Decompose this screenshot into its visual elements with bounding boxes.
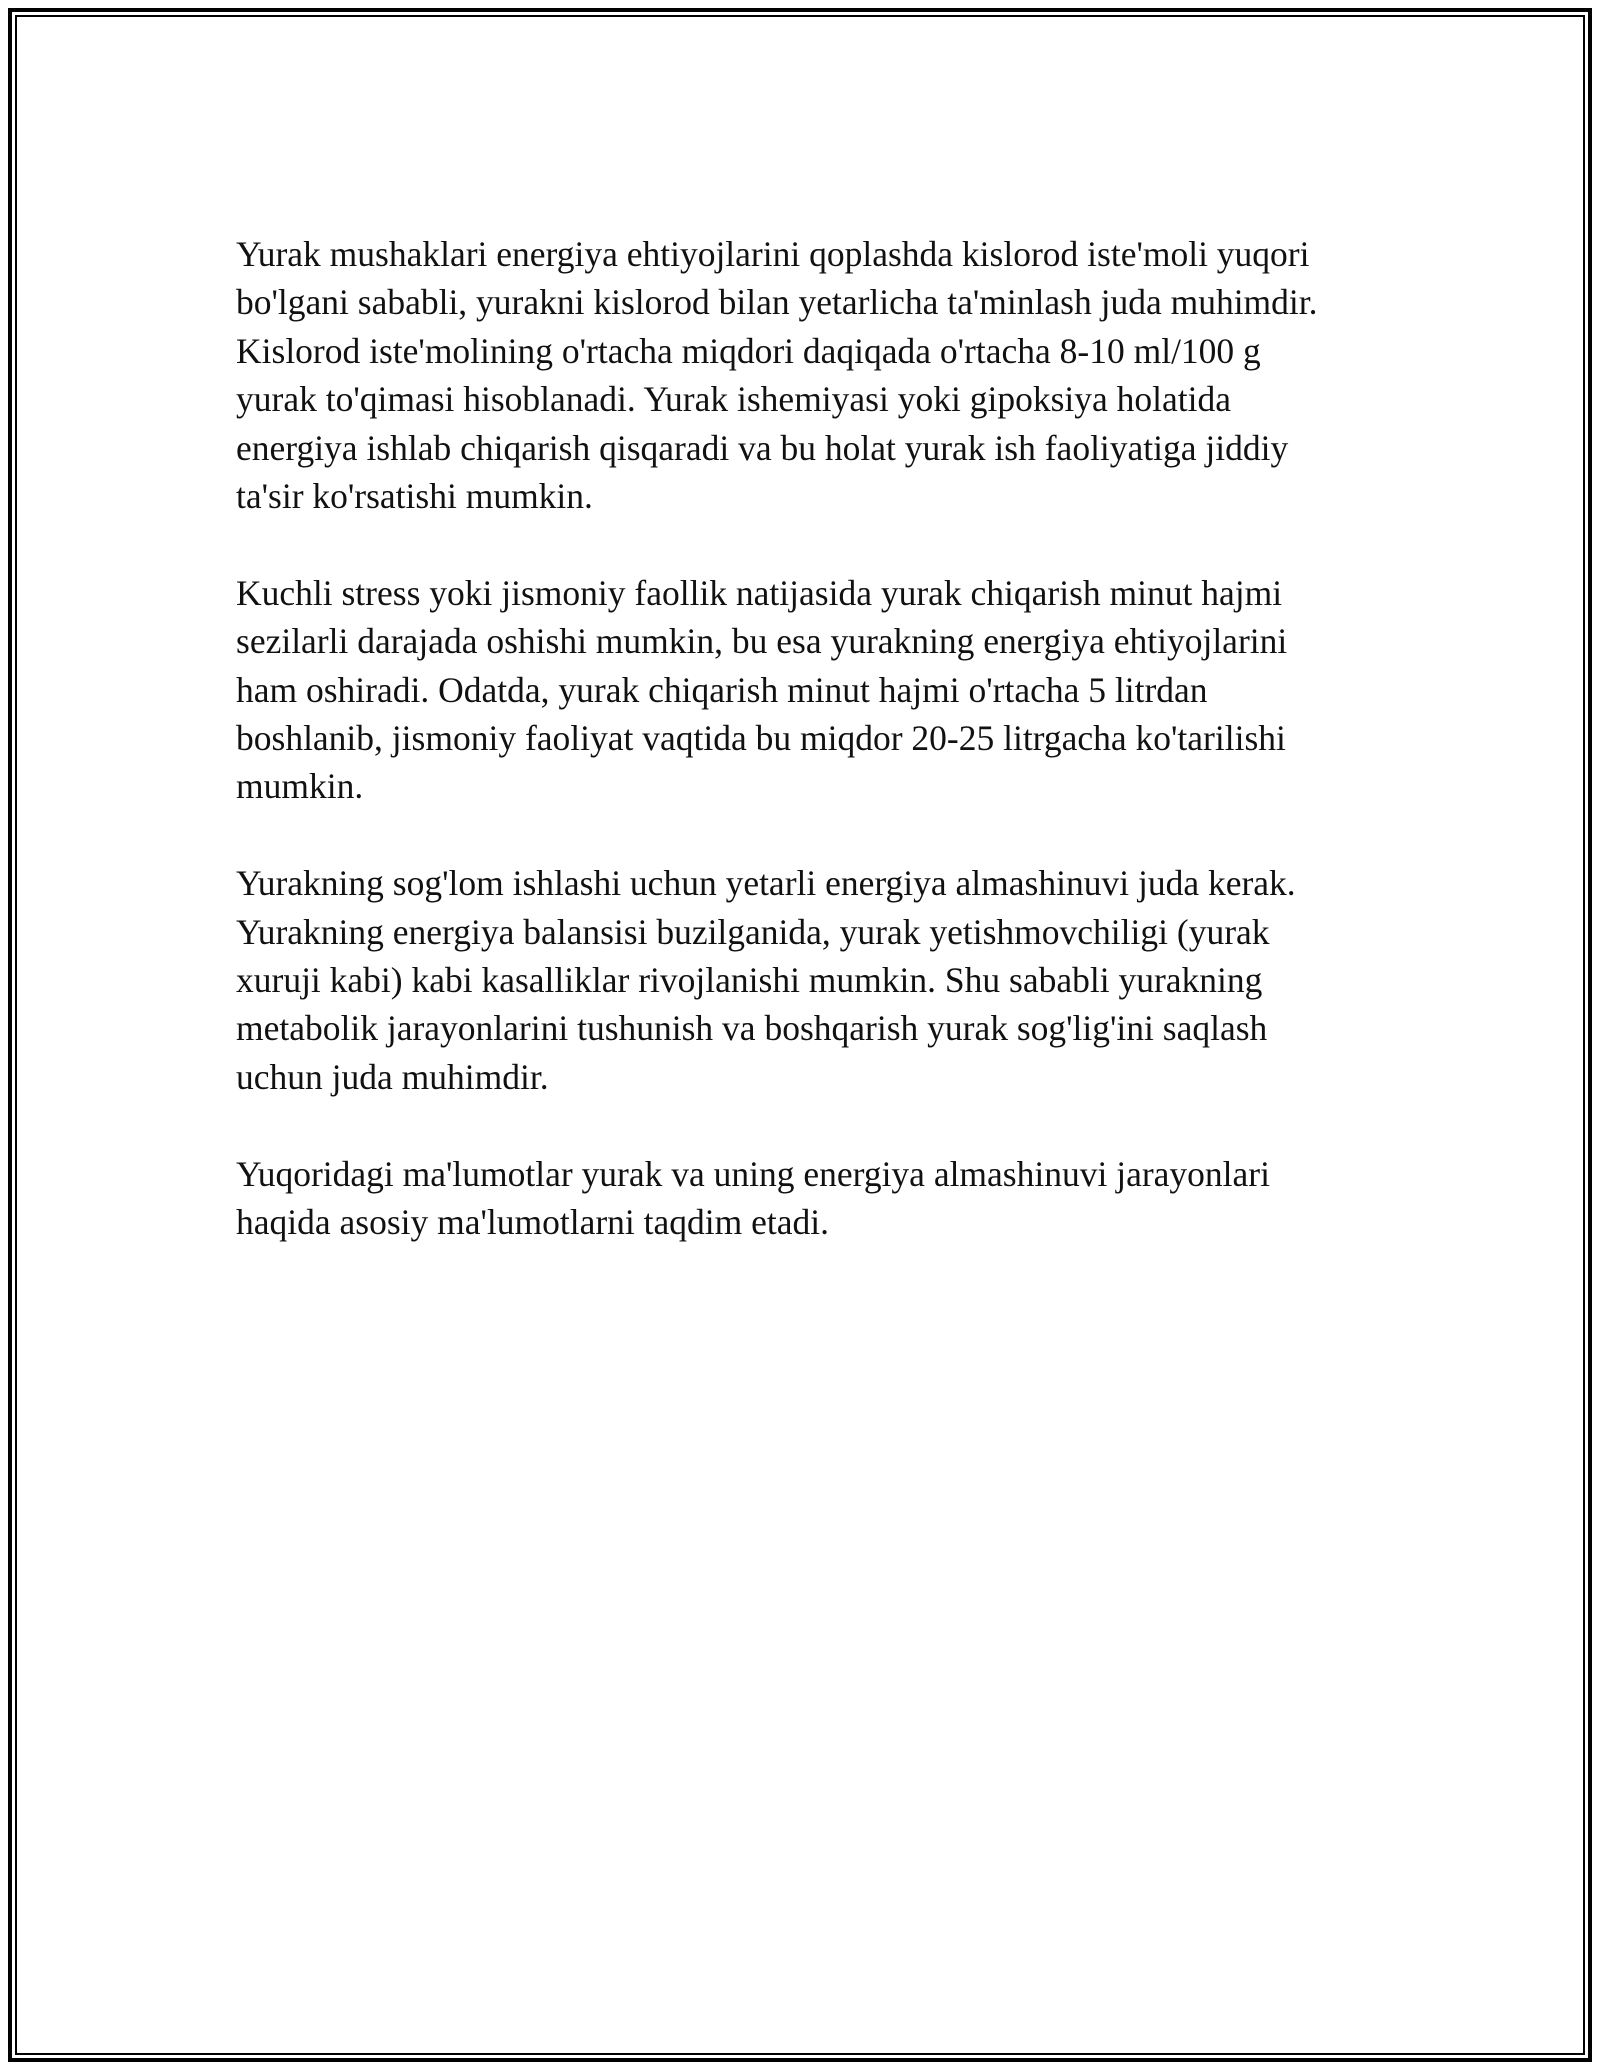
paragraph-4: Yuqoridagi ma'lumotlar yurak va uning energiya almashinuvi jarayonlari haqida asosiy ma'lumotlarni taqdim etadi.	[236, 1153, 1270, 1243]
paragraph-1: Yurak mushaklari energiya ehtiyojlarini qoplashda kislorod iste'moli yuqori bo'lgani sababli, yurakni kislorod bilan yetarlicha ta'minlash juda muhimdir. Kislorod iste'molining o'rtacha miqdori daqiqada o'rtacha 8-10 ml/100 g yurak to'qimasi hisoblanadi. Yurak ishemiyasi yoki gipoksiya holatida energiya ishlab chiqarish qisqaradi va bu holat yurak ish faoliyatiga jiddiy ta'sir ko'rsatishi mumkin.	[236, 234, 1318, 517]
paragraph-3: Yurakning sog'lom ishlashi uchun yetarli energiya almashinuvi juda kerak. Yurakning energiya balansisi buzilganida, yurak yetishmovchiligi (yurak xuruji kabi) kabi kasalliklar rivojlanishi mumkin. Shu sababli yurakning metabolik jarayonlarini tushunish va boshqarish yurak sog'lig'ini saqlash uchun juda muhimdir.	[236, 863, 1296, 1097]
document-body	[236, 230, 1364, 1295]
paragraph-2: Kuchli stress yoki jismoniy faollik natijasida yurak chiqarish minut hajmi sezilarli darajada oshishi mumkin, bu esa yurakning energiya ehtiyojlarini ham oshiradi. Odatda, yurak chiqarish minut hajmi o'rtacha 5 litrdan boshlanib, jismoniy faoliyat vaqtida bu miqdor 20-25 litrgacha ko'tarilishi mumkin.	[236, 572, 1288, 807]
